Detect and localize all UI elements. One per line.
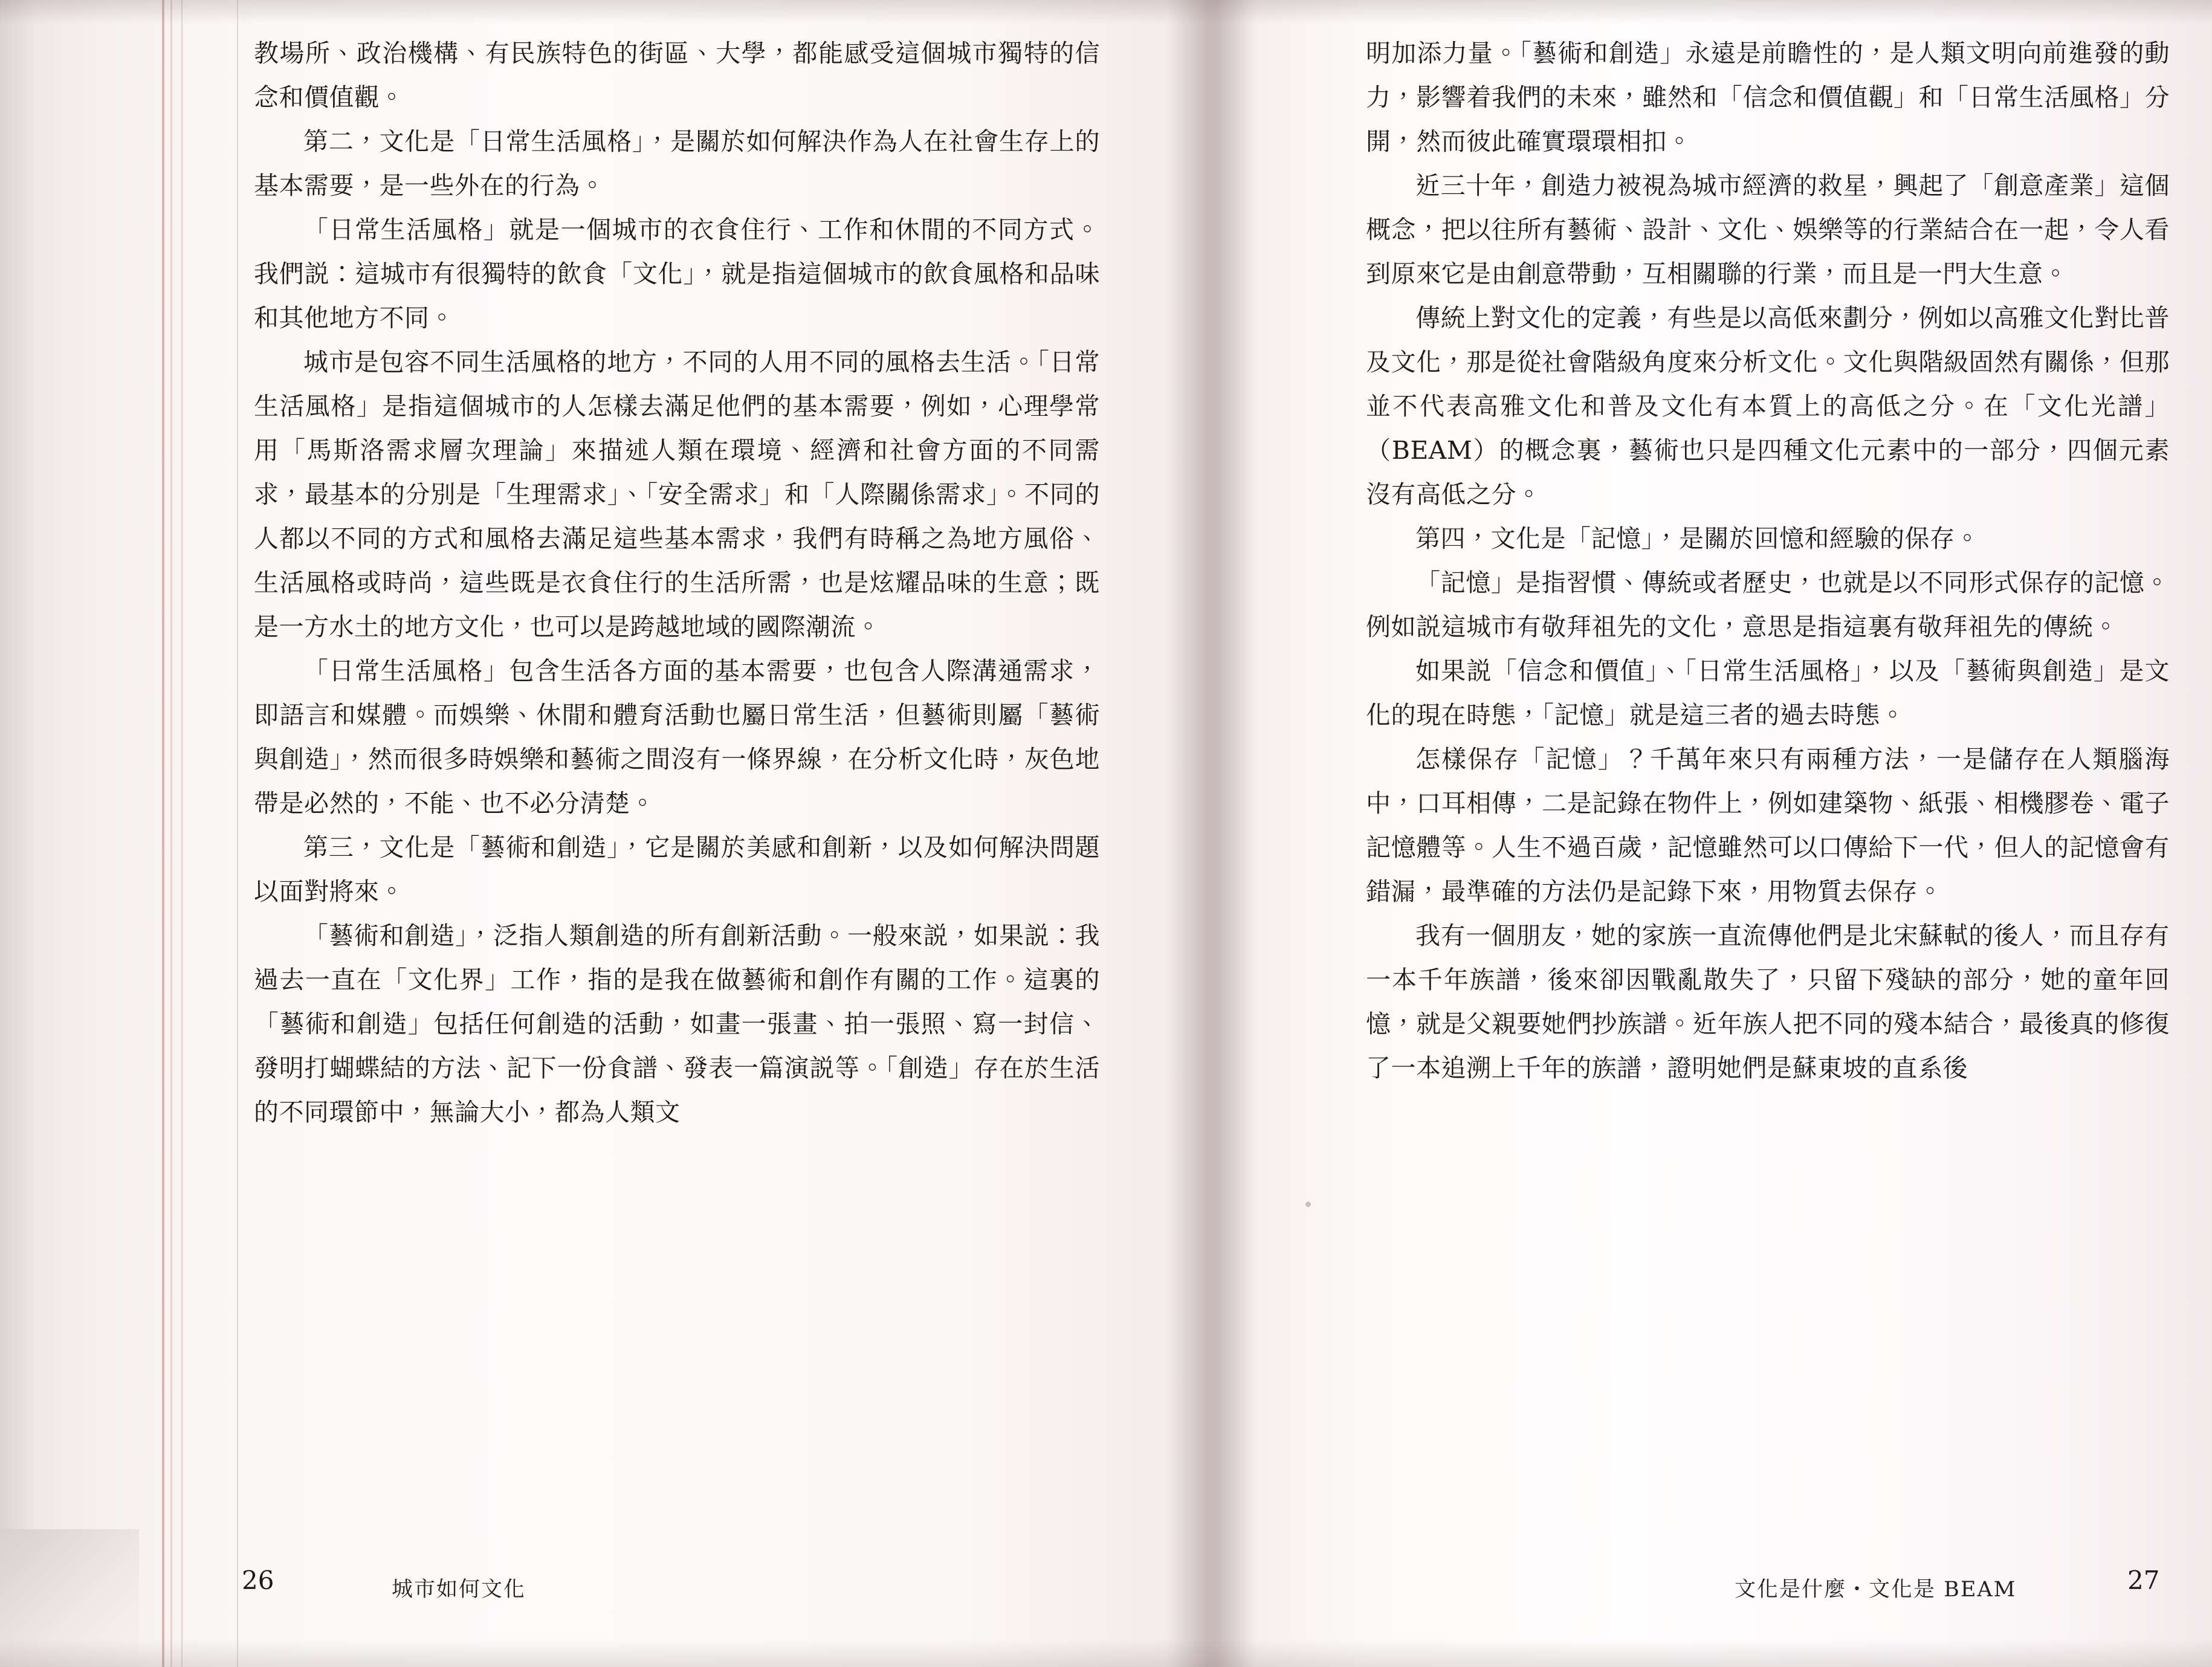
paper-speck [1305, 1202, 1311, 1207]
paragraph: 教場所、政治機構、有民族特色的街區、大學，都能感受這個城市獨特的信念和價值觀。 [254, 39, 1100, 112]
paragraph: 城市是包容不同生活風格的地方，不同的人用不同的風格去生活。「日常生活風格」是指這個城市的人怎樣去滿足他們的基本需要，例如，心理學常用「馬斯洛需求層次理論」來描述人類在環境、經濟和社會方面的不同需求，最基本的分別是「生理需求」、「安全需求」和「人際關係需求」。不同的人都以不同的方式和風格去滿足這些基本需求，我們有時稱之為地方風俗、生活風格或時尚，這些既是衣食住行的生活所需，也是炫耀品味的生意；既是一方水土的地方文化，也可以是跨越地域的國際潮流。 [254, 348, 1100, 641]
right-page-text-column [1366, 31, 2170, 1090]
paragraph: 近三十年，創造力被視為城市經濟的救星，興起了「創意產業」這個概念，把以往所有藝術、設計、文化、娛樂等的行業結合在一起，令人看到原來它是由創意帶動，互相關聯的行業，而且是一門大生意。 [1366, 171, 2170, 288]
right-running-foot: 文化是什麼・文化是 BEAM [1735, 1578, 2017, 1602]
paragraph: 第三，文化是「藝術和創造」，它是關於美感和創新，以及如何解決問題以面對將來。 [254, 833, 1100, 906]
paragraph: 如果説「信念和價值」、「日常生活風格」，以及「藝術與創造」是文化的現在時態，「記憶」就是這三者的過去時態。 [1366, 656, 2170, 730]
paragraph: 傳統上對文化的定義，有些是以高低來劃分，例如以高雅文化對比普及文化，那是從社會階級角度來分析文化。文化與階級固然有關係，但那並不代表高雅文化和普及文化有本質上的高低之分。在「文化光譜」（BEAM）的概念裏，藝術也只是四種文化元素中的一部分，四個元素沒有高低之分。 [1366, 303, 2170, 509]
paragraph: 第四，文化是「記憶」，是關於回憶和經驗的保存。 [1415, 524, 1980, 553]
right-page-number: 27 [2127, 1565, 2160, 1595]
left-page-number: 26 [242, 1565, 274, 1595]
left-page-text-column [254, 31, 1100, 1135]
paragraph: 「記憶」是指習慣、傳統或者歷史，也就是以不同形式保存的記憶。例如説這城市有敬拜祖先的文化，意思是指這裏有敬拜祖先的傳統。 [1366, 568, 2170, 641]
paragraph: 「藝術和創造」，泛指人類創造的所有創新活動。一般來説，如果説：我過去一直在「文化界」工作，指的是我在做藝術和創作有關的工作。這裏的「藝術和創造」包括任何創造的活動，如畫一張畫、拍一張照、寫一封信、發明打蝴蝶結的方法、記下一份食譜、發表一篇演説等。「創造」存在於生活的不同環節中，無論大小，都為人類文 [254, 921, 1100, 1127]
paragraph: 怎樣保存「記憶」？千萬年來只有兩種方法，一是儲存在人類腦海中，口耳相傳，二是記錄在物件上，例如建築物、紙張、相機膠卷、電子記憶體等。人生不過百歲，記憶雖然可以口傳給下一代，但人的記憶會有錯漏，最準確的方法仍是記錄下來，用物質去保存。 [1366, 745, 2170, 906]
paragraph: 「日常生活風格」包含生活各方面的基本需要，也包含人際溝通需求，即語言和媒體。而娛樂、休閒和體育活動也屬日常生活，但藝術則屬「藝術與創造」，然而很多時娛樂和藝術之間沒有一條界線，在分析文化時，灰色地帶是必然的，不能、也不必分清楚。 [254, 656, 1100, 818]
paragraph: 第二，文化是「日常生活風格」，是關於如何解決作為人在社會生存上的基本需要，是一些外在的行為。 [254, 127, 1100, 200]
left-running-foot: 城市如何文化 [392, 1578, 526, 1602]
paragraph: 我有一個朋友，她的家族一直流傳他們是北宋蘇軾的後人，而且存有一本千年族譜，後來卻因戰亂散失了，只留下殘缺的部分，她的童年回憶，就是父親要她們抄族譜。近年族人把不同的殘本結合，最後真的修復了一本追溯上千年的族譜，證明她們是蘇東坡的直系後 [1366, 921, 2170, 1083]
paragraph: 「日常生活風格」就是一個城市的衣食住行、工作和休閒的不同方式。我們説：這城市有很獨特的飲食「文化」，就是指這個城市的飲食風格和品味和其他地方不同。 [254, 215, 1100, 332]
paragraph: 明加添力量。「藝術和創造」永遠是前瞻性的，是人類文明向前進發的動力，影響着我們的未來，雖然和「信念和價值觀」和「日常生活風格」分開，然而彼此確實環環相扣。 [1366, 39, 2170, 156]
